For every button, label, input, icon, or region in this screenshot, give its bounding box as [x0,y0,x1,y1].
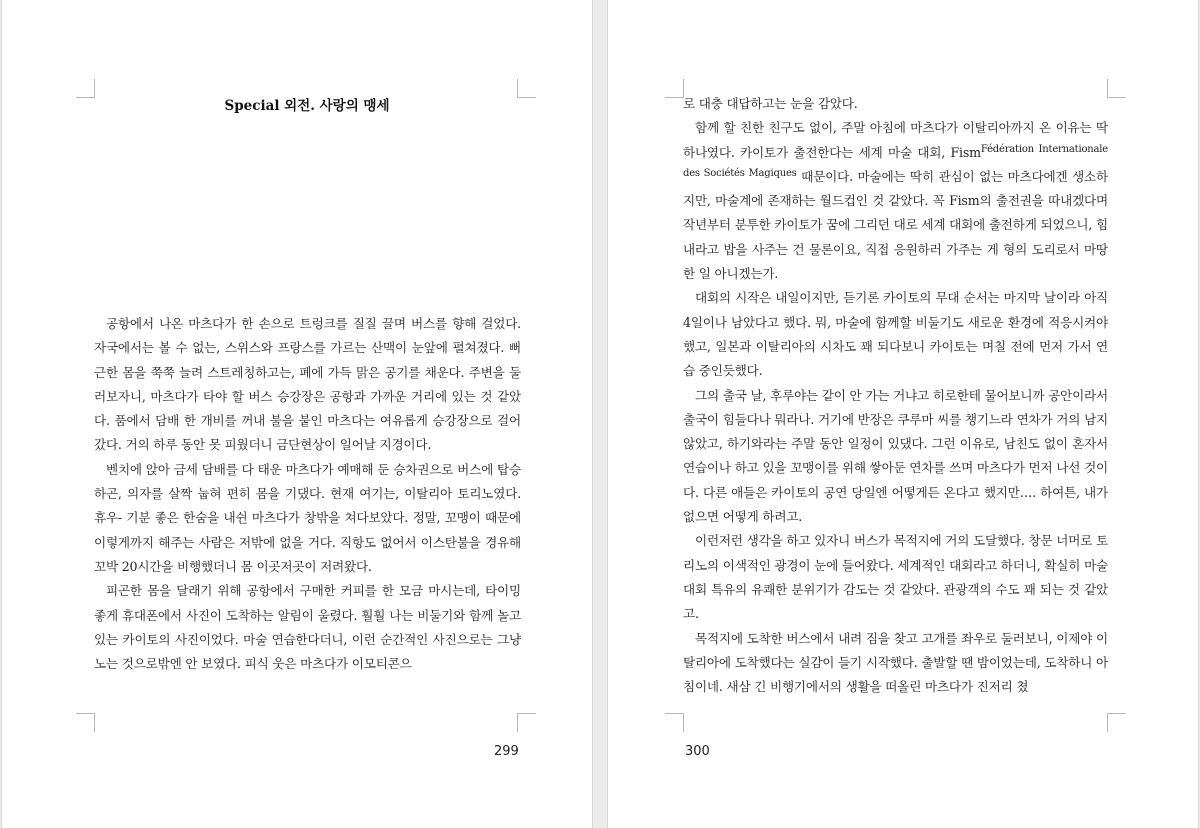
page-number: 300 [685,744,710,759]
crop-mark [517,713,536,732]
page-number: 299 [494,744,519,759]
paragraph: 대회의 시작은 내일이지만, 듣기론 카이토의 무대 순서는 마지막 날이라 아직 4일이나 남았다고 했다. 뭐, 마술에 함께할 비둘기도 새로운 환경에 적응시켜야 했고, 일본과 이탈리아의 시차도 꽤 되다보니 카이토는 며칠 전에 먼저 가서 연습 중인듯했다. [683,290,1108,379]
paragraph: 공항에서 나온 마츠다가 한 손으로 트렁크를 질질 끌며 버스를 향해 걸었다. 자국에서는 볼 수 없는, 스위스와 프랑스를 가르는 산맥이 눈앞에 펼쳐졌다. 뻐근한 몸을 쭉쭉 늘려 스트레칭하고는, 폐에 가득 맑은 공기를 채운다. 주변을 둘러보자니, 마츠다가 타야 할 버스 승강장은 공항과 가까운 거리에 있는 것 같았다. 품에서 담배 한 개비를 꺼내 불을 붙인 마츠다는 여유롭게 승강장으로 걸어갔다. 거의 하루 동안 못 피웠더니 금단현상이 일어날 지경이다. [94,316,521,453]
paragraph: 그의 출국 날, 후루야는 같이 안 가는 거냐고 히로한테 물어보니까 공안이라서 출국이 힘들다나 뭐라나. 거기에 반장은 쿠루마 씨를 챙기느라 연차가 거의 남지 않았고, 하기와라는 주말 동안 일정이 있댔다. 그런 이유로, 남친도 없이 혼자서 연습이나 하고 있을 꼬맹이를 위해 쌓아둔 연차를 쓰며 마츠다가 먼저 나선 것이다. 다른 애들은 카이토의 공연 당일엔 어떻게든 온다고 했지만…. 하여튼, 내가 없으면 어떻게 하려고. [683,387,1108,525]
paragraph [683,116,1108,286]
paragraph: 벤치에 앉아 금세 담배를 다 태운 마츠다가 예매해 둔 승차권으로 버스에 탑승하곤, 의자를 살짝 눕혀 편히 몸을 기댔다. 현재 여기는, 이탈리아 토리노였다. 휴우- 기분 좋은 한숨을 내쉰 마츠다가 창밖을 쳐다보았다. 정말, 꼬맹이 때문에 이렇게까지 해주는 사람은 저밖에 없을 거다. 직항도 없어서 이스탄불을 경유해 꼬박 20시간을 비행했더니 몸 이곳저곳이 저려왔다. [94,461,521,574]
paragraph-text: 함께 할 친한 친구도 없이, 주말 아침에 마츠다가 이탈리아까지 온 이유는 딱 하나였다. 카이토가 출전한다는 세계 마술 대회, Fism [683,120,1108,160]
paragraph-text: 때문이다. 마술에는 딱히 관심이 없는 마츠다에겐 생소하지만, 마술계에 존재하는 월드컵인 것 같았다. 꼭 Fism의 출전권을 따내겠다며 작년부터 분투한 카이토가 꿈에 그리던 대로 세계 대회에 출전하게 되었으니, 힘내라고 밥을 사주는 건 물론이요, 직접 응원하러 가주는 게 형의 도리로서 마땅한 일 아니겠는가. [683,168,1108,282]
paragraph: 로 대충 대답하고는 눈을 감았다. [683,96,858,111]
chapter-title: Special 외전. 사랑의 맹세 [224,98,390,114]
page-body [94,312,521,676]
page-right [608,0,1198,828]
crop-mark [1107,79,1126,98]
crop-mark [665,79,684,98]
footnote-superscript: Fédération Internationale des Sociétés Magiques [683,143,1108,179]
paragraph: 이런저런 생각을 하고 있자니 버스가 목적지에 거의 도달했다. 창문 너머로 토리노의 이색적인 광경이 눈에 들어왔다. 세계적인 대회라고 하더니, 확실히 마술 대회 특유의 유쾌한 분위기가 감도는 것 같았다. 관광객의 수도 꽤 되는 것 같았고. [683,533,1108,622]
crop-mark [665,713,684,732]
page-left [2,0,592,828]
paragraph: 피곤한 몸을 달래기 위해 공항에서 구매한 커피를 한 모금 마시는데, 타이밍 좋게 휴대폰에서 사진이 도착하는 알림이 울렸다. 훨훨 나는 비둘기와 함께 놀고 있는 카이토의 사진이었다. 마술 연습한다더니, 이런 순간적인 사진으로는 그냥 노는 것으로밖엔 안 보였다. 피식 웃은 마츠다가 이모티콘으 [94,583,521,672]
crop-mark [76,79,95,98]
crop-mark [1107,713,1126,732]
crop-mark [76,713,95,732]
page-body [683,92,1108,699]
paragraph: 목적지에 도착한 버스에서 내려 짐을 찾고 고개를 좌우로 둘러보니, 이제야 이탈리아에 도착했다는 실감이 들기 시작했다. 출발할 땐 밤이었는데, 도착하니 아침이네. 새삼 긴 비행기에서의 생활을 떠올린 마츠다가 진저리 쳤 [683,630,1108,695]
